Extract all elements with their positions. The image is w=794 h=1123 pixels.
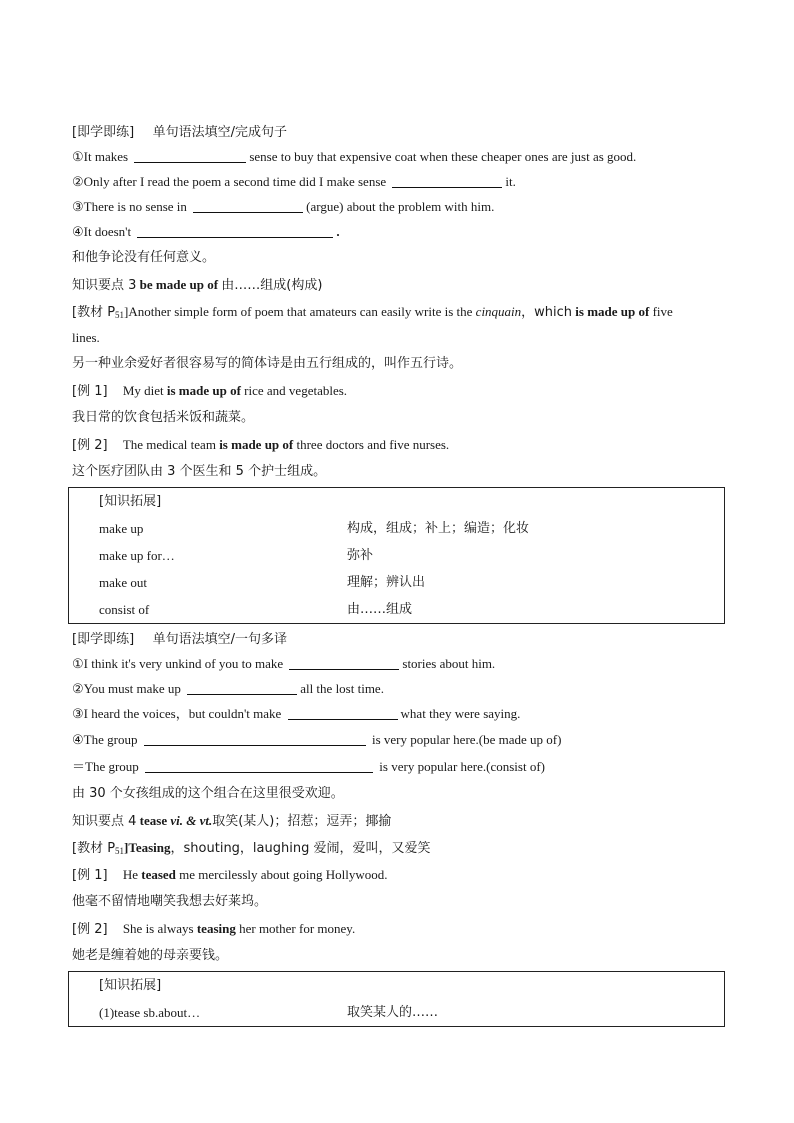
question-text: ②You must make up	[72, 681, 181, 696]
answer-blank[interactable]	[144, 732, 366, 746]
example-bold: is made up of	[219, 437, 294, 452]
example-text: My diet	[122, 383, 164, 398]
source-text: five	[652, 304, 673, 319]
question-text: ①I think it's very unkind of you to make	[72, 656, 284, 671]
point-label: 知识要点 3	[72, 278, 137, 293]
example-label: [例 1]	[72, 868, 108, 883]
example-text: She is always	[122, 921, 194, 936]
answer-blank[interactable]	[134, 149, 246, 163]
phrase-cn: 取笑某人的……	[347, 1005, 439, 1020]
answer-blank[interactable]	[137, 224, 333, 238]
question-text: is very popular here.(be made up of)	[371, 732, 562, 747]
phrase-cn: 弥补	[347, 548, 374, 563]
box-row	[99, 542, 724, 569]
point3-source-cn: 另一种业余爱好者很容易写的简体诗是由五行组成的，叫作五行诗。	[72, 356, 463, 371]
answer-blank[interactable]	[187, 681, 297, 695]
point3-example2	[72, 431, 726, 458]
example-text: me mercilessly about going Hollywood.	[179, 867, 388, 882]
phrase-en: (1)tease sb.about…	[99, 1005, 201, 1020]
point-word: tease	[139, 813, 168, 828]
practice-title: 单句语法填空/完成句子	[152, 125, 288, 140]
source-bold: ]Teasing	[124, 840, 171, 855]
source-label: [教材 P	[72, 305, 116, 320]
point4-example1-cn: 他毫不留情地嘲笑我想去好莱坞。	[72, 894, 268, 909]
practice1-q4-cn: 和他争论没有任何意义。	[72, 250, 216, 265]
question-text: ④The group	[72, 732, 138, 747]
answer-blank[interactable]	[392, 174, 502, 188]
example-text: The medical team	[122, 437, 216, 452]
point4-example2	[72, 915, 726, 942]
question-text: all the lost time.	[300, 681, 384, 696]
knowledge-expansion-box	[68, 971, 725, 1027]
practice1-q3	[72, 194, 726, 219]
point3-example2-cn: 这个医疗团队由 3 个医生和 5 个护士组成。	[72, 464, 327, 479]
example-bold: teasing	[196, 921, 236, 936]
box-row	[99, 569, 724, 596]
source-bold: is made up of	[575, 304, 650, 319]
answer-blank[interactable]	[193, 199, 303, 213]
practice-label: [即学即练]	[72, 125, 135, 140]
knowledge-expansion-box	[68, 487, 725, 624]
box-row	[99, 596, 724, 623]
practice1-q4	[72, 219, 726, 244]
phrase-cn: 由……组成	[347, 602, 413, 617]
phrase-en: make up for…	[99, 548, 175, 563]
point3-example1	[72, 377, 726, 404]
practice-title: 单句语法填空/一句多译	[152, 632, 288, 647]
practice2-q4	[72, 726, 726, 753]
question-text: it.	[505, 174, 516, 189]
example-text: rice and vegetables.	[244, 383, 348, 398]
answer-blank[interactable]	[289, 656, 399, 670]
practice2-q1	[72, 651, 726, 676]
question-text: ③I heard the voices，but couldn't make	[72, 706, 282, 721]
question-text: ②Only after I read the poem a second time did I make sense	[72, 174, 387, 189]
source-text: ，shouting，laughing 爱闹，爱叫，又爱笑	[170, 841, 431, 856]
phrase-cn: 理解；辨认出	[347, 575, 426, 590]
point3-source-cont: lines.	[72, 330, 100, 345]
practice2-cn: 由 30 个女孩组成的这个组合在这里很受欢迎。	[72, 786, 344, 801]
example-label: [例 2]	[72, 922, 108, 937]
phrase-en: consist of	[99, 602, 150, 617]
point4-heading	[72, 807, 726, 834]
source-text: ]Another simple form of poem that amateurs can easily write is the	[124, 304, 473, 319]
example-text: her mother for money.	[239, 921, 356, 936]
phrase-cn: 构成，组成；补上；编造；化妆	[347, 521, 530, 536]
point4-source	[72, 834, 726, 861]
source-label: [教材 P	[72, 841, 116, 856]
box-title: [知识拓展]	[99, 494, 162, 509]
answer-blank[interactable]	[288, 706, 398, 720]
question-text: stories about him.	[402, 656, 496, 671]
example-label: [例 2]	[72, 438, 108, 453]
question-text: .	[336, 224, 340, 239]
practice2-heading	[72, 626, 726, 651]
question-text: ④It doesn't	[72, 224, 132, 239]
point-phrase: be made up of	[139, 277, 219, 292]
example-text: three doctors and five nurses.	[296, 437, 450, 452]
phrase-en: make up	[99, 521, 144, 536]
practice2-q3	[72, 701, 726, 726]
point3-heading	[72, 271, 726, 298]
box-title: [知识拓展]	[99, 978, 162, 993]
question-text: ＝The group	[72, 759, 139, 774]
practice-label: [即学即练]	[72, 632, 135, 647]
box-row	[99, 515, 724, 542]
question-text: sense to buy that expensive coat when these cheaper ones are just as good.	[249, 149, 637, 164]
point-label: 知识要点 4	[72, 814, 137, 829]
point4-example2-cn: 她老是缠着她的母亲要钱。	[72, 948, 229, 963]
point-pos: vi. & vt.	[170, 813, 213, 828]
practice2-q2	[72, 676, 726, 701]
source-page: 51	[115, 310, 125, 320]
source-text: ，which	[521, 305, 573, 320]
question-text: ①It makes	[72, 149, 129, 164]
point4-example1	[72, 861, 726, 888]
answer-blank[interactable]	[145, 759, 373, 773]
practice2-q5	[72, 753, 726, 780]
question-text: ③There is no sense in	[72, 199, 187, 214]
example-bold: teased	[141, 867, 176, 882]
source-page: 51	[115, 846, 125, 856]
example-text: He	[122, 867, 138, 882]
example-label: [例 1]	[72, 384, 108, 399]
example-bold: is made up of	[166, 383, 241, 398]
point3-source	[72, 298, 726, 325]
question-text: (argue) about the problem with him.	[306, 199, 495, 214]
practice1-heading	[72, 119, 726, 144]
source-italic: cinquain	[475, 304, 522, 319]
phrase-en: make out	[99, 575, 148, 590]
practice1-q2	[72, 169, 726, 194]
point3-example1-cn: 我日常的饮食包括米饭和蔬菜。	[72, 410, 255, 425]
document-page	[72, 119, 726, 1029]
point-meaning: 取笑(某人)；招惹；逗弄；揶揄	[212, 814, 392, 829]
practice1-q1	[72, 144, 726, 169]
question-text: what they were saying.	[400, 706, 521, 721]
question-text: is very popular here.(consist of)	[379, 759, 545, 774]
point-meaning: 由……组成(构成)	[221, 278, 323, 293]
box-row	[99, 999, 724, 1026]
